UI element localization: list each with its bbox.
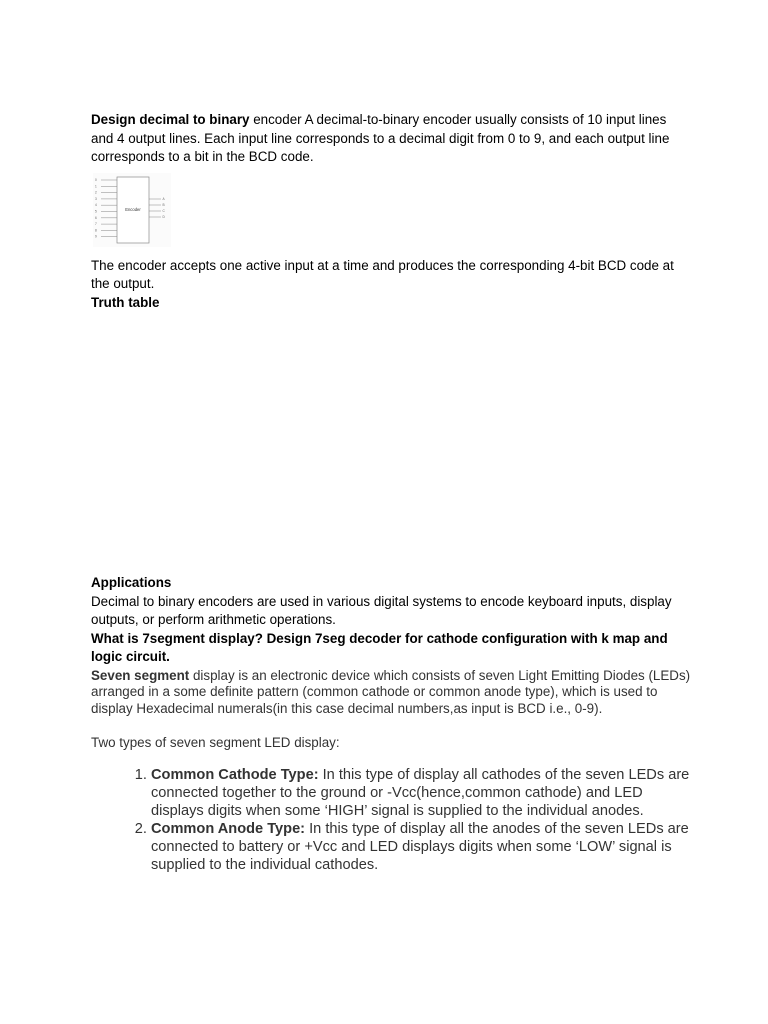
encoder-intro-paragraph: [91, 111, 691, 167]
applications-paragraph: Decimal to binary encoders are used in various digital systems to encode keyboard inputs, display outputs, or perform arithmetic operations.: [91, 593, 672, 627]
encoder-output-label: B: [162, 202, 165, 207]
encoder-input-label: 6: [95, 215, 97, 220]
display-types-intro: Two types of seven segment LED display:: [91, 735, 340, 750]
list-item: [151, 820, 691, 874]
encoder-input-label: 9: [95, 234, 97, 239]
encoder-input-label: 0: [95, 177, 97, 182]
encoder-operation-paragraph: The encoder accepts one active input at a time and produces the corresponding 4-bit BCD code at the output.: [91, 257, 674, 291]
list-item-text: In this type of display all the anodes of the seven LEDs are connected to battery or +Vcc and LED displays digits when some ‘LOW’ signal is supplied to the individual cathodes.: [151, 820, 689, 873]
truth-table-blank-area: [91, 312, 691, 574]
encoder-box-label: Encoder: [125, 206, 141, 212]
encoder-output-label: D: [162, 214, 165, 219]
seven-segment-question: What is 7segment display? Design 7seg decoder for cathode configuration with k map and logic circuit.: [91, 630, 668, 664]
list-item-title: Common Cathode Type:: [151, 766, 319, 783]
applications-heading: Applications: [91, 575, 172, 590]
encoder-block-diagram: [93, 173, 171, 247]
encoder-input-label: 7: [95, 221, 97, 226]
seven-segment-paragraph: [91, 668, 691, 718]
encoder-input-label: 4: [95, 202, 97, 207]
truth-table-heading: Truth table: [91, 294, 160, 310]
encoder-intro-bold: Design decimal to binary: [91, 112, 250, 127]
encoder-figure: [93, 173, 171, 247]
encoder-intro-text: encoder A decimal-to-binary encoder usually consists of 10 input lines and 4 output lines. Each input line corresponds to a decimal digit from 0 to 9, and each output line corresponds to a bit in the BCD code.: [91, 112, 670, 164]
encoder-input-label: 5: [95, 209, 97, 213]
encoder-output-label: C: [162, 208, 165, 213]
list-item-title: Common Anode Type:: [151, 820, 306, 837]
encoder-input-label: 2: [95, 190, 97, 195]
seven-segment-text: display is an electronic device which consists of seven Light Emitting Diodes (LEDs) arranged in a some definite pattern (common cathode or common anode type), which is used to display Hexadecimal numerals(in this case decimal numbers,as input is BCD i.e., 0-9).: [91, 667, 691, 716]
display-types-list: [91, 766, 691, 874]
list-item-text: In this type of display all cathodes of the seven LEDs are connected together to the ground or -Vcc(hence,common cathode) and LED displays digits when some ‘HIGH’ signal is supplied to the individual anodes.: [151, 766, 690, 819]
encoder-input-label: 1: [95, 183, 97, 188]
list-item: [151, 766, 691, 820]
document-body: [91, 111, 691, 874]
seven-segment-bold: Seven segment: [91, 667, 190, 683]
encoder-output-label: A: [162, 196, 165, 201]
encoder-input-label: 3: [95, 196, 97, 201]
encoder-input-label: 8: [95, 227, 97, 232]
